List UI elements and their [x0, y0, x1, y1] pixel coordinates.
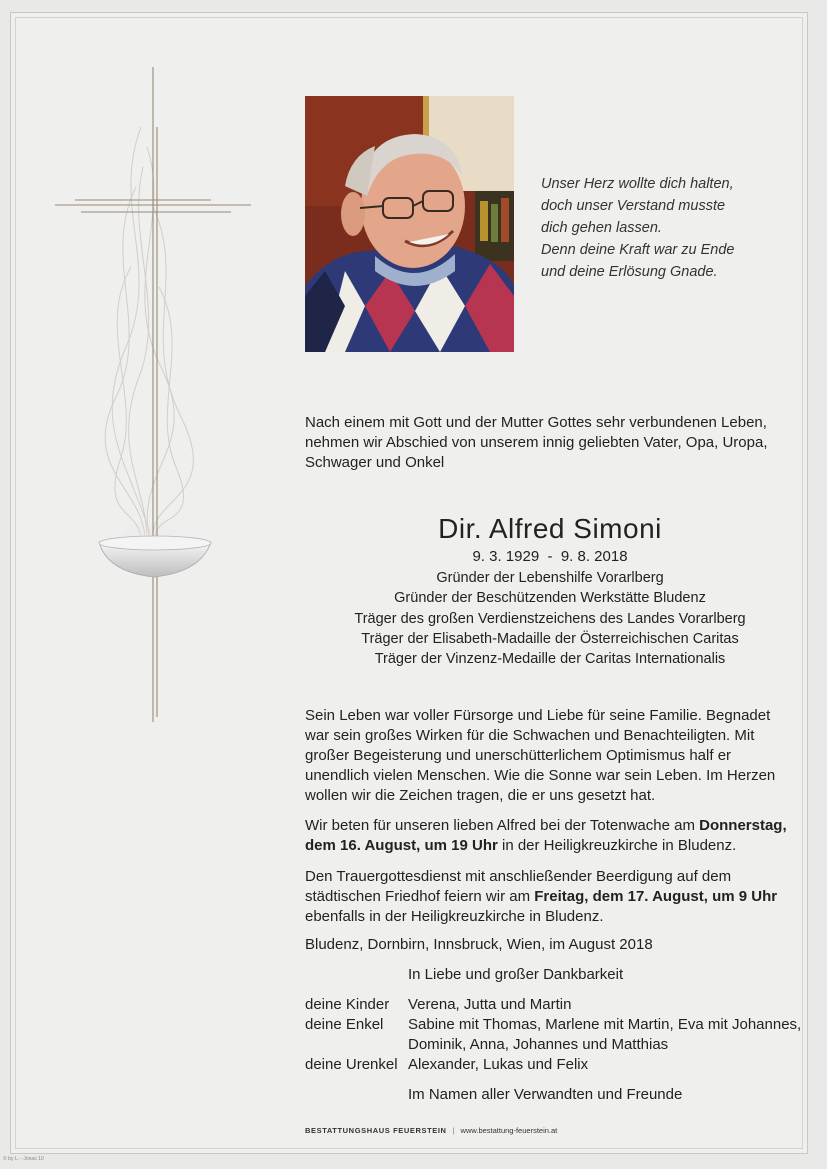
funeral-home-website[interactable]: www.bestattung-feuerstein.at: [460, 1126, 558, 1135]
children-names: Verena, Jutta und Martin: [408, 996, 572, 1013]
children-row: [305, 995, 805, 1015]
bowl: [99, 536, 211, 577]
funeral-text: Den Trauergottesdienst mit anschließender Beerdigung auf dem städtischen Friedhof feiern wir am: [305, 868, 732, 905]
portrait-image: [305, 96, 514, 352]
honors-list: [305, 568, 795, 669]
verse-line: und deine Erlösung Gnade.: [541, 264, 718, 280]
deceased-name: Dir. Alfred Simoni: [438, 513, 662, 544]
verse-line: Unser Herz wollte dich halten,: [541, 176, 734, 192]
great-grandchildren-names: Alexander, Lukas und Felix: [408, 1056, 589, 1073]
honor-item: Träger der Elisabeth-Madaille der Österreichischen Caritas: [361, 630, 739, 647]
vigil-location: in der Heiligkreuzkirche in Bludenz.: [497, 837, 737, 854]
closing-love: In Liebe und großer Dankbarkeit: [408, 966, 624, 983]
footer: [305, 1126, 705, 1135]
verse-line: dich gehen lassen.: [541, 220, 662, 236]
funeral-paragraph: [305, 867, 795, 927]
cross-flame-bowl-icon: [41, 67, 251, 737]
cross: [55, 67, 251, 722]
vigil-paragraph: [305, 816, 795, 856]
grandchildren-names: Sabine mit Thomas, Marlene mit Martin, Eva mit Johannes, Dominik, Anna, Johannes und Matthias: [408, 1016, 802, 1053]
family-list: [305, 965, 805, 1105]
place-date: Bludenz, Dornbirn, Innsbruck, Wien, im August 2018: [305, 936, 653, 953]
obituary-body: [305, 706, 795, 938]
honor-item: Träger der Vinzenz-Medaille der Caritas Internationalis: [374, 651, 726, 668]
funeral-home-name: BESTATTUNGSHAUS FEUERSTEIN: [305, 1126, 447, 1135]
footer-separator: |: [452, 1126, 455, 1135]
funeral-location: ebenfalls in der Heiligkreuzkirche in Bludenz.: [305, 908, 604, 925]
vigil-datetime: Donnerstag, dem 16. August, um 19 Uhr: [305, 817, 787, 854]
verse-line: doch unser Verstand musste: [541, 198, 726, 214]
imprint: © by L. - Jonas 10: [3, 1156, 44, 1162]
tribute-paragraph: Sein Leben war voller Fürsorge und Liebe für seine Familie. Begnadet war sein großes Wirken für die Schwachen und Benachteiligten. Mit großer Begeisterung und unerschütterlichem Optimismus half er unendlich vielen Menschen. Wie die Sonne war sein Leben. Im Herzen wollen wir die Zeichen tragen, die er uns gesetzt hat.: [305, 707, 776, 804]
relatives-row: [305, 1085, 805, 1105]
honor-item: Gründer der Lebenshilfe Vorarlberg: [436, 570, 664, 586]
memorial-verse: [541, 173, 801, 283]
children-label: deine Kinder: [305, 996, 390, 1013]
funeral-datetime: Freitag, dem 17. August, um 9 Uhr: [534, 888, 778, 905]
great-grandchildren-label: deine Urenkel: [305, 1056, 398, 1073]
honor-item: Träger des großen Verdienstzeichens des Landes Vorarlberg: [354, 610, 746, 627]
closing-love-row: [305, 965, 805, 985]
obituary-page: [10, 12, 808, 1154]
great-grandchildren-row: [305, 1055, 805, 1075]
honor-item: Gründer der Beschützenden Werkstätte Bludenz: [394, 590, 706, 607]
intro-text: Nach einem mit Gott und der Mutter Gottes sehr verbundenen Leben, nehmen wir Abschied von unserem innig geliebten Vater, Opa, Uropa, Schwager und Onkel: [305, 414, 768, 471]
grandchildren-row: [305, 1015, 805, 1055]
smoke-wisps: [105, 127, 193, 537]
grandchildren-label: deine Enkel: [305, 1016, 384, 1033]
verse-line: Denn deine Kraft war zu Ende: [541, 242, 735, 258]
relatives-line: Im Namen aller Verwandten und Freunde: [408, 1086, 683, 1103]
vigil-text: Wir beten für unseren lieben Alfred bei der Totenwache am: [305, 817, 700, 834]
portrait-photo: [305, 96, 514, 352]
life-dates: 9. 3. 1929 - 9. 8. 2018: [472, 548, 628, 565]
